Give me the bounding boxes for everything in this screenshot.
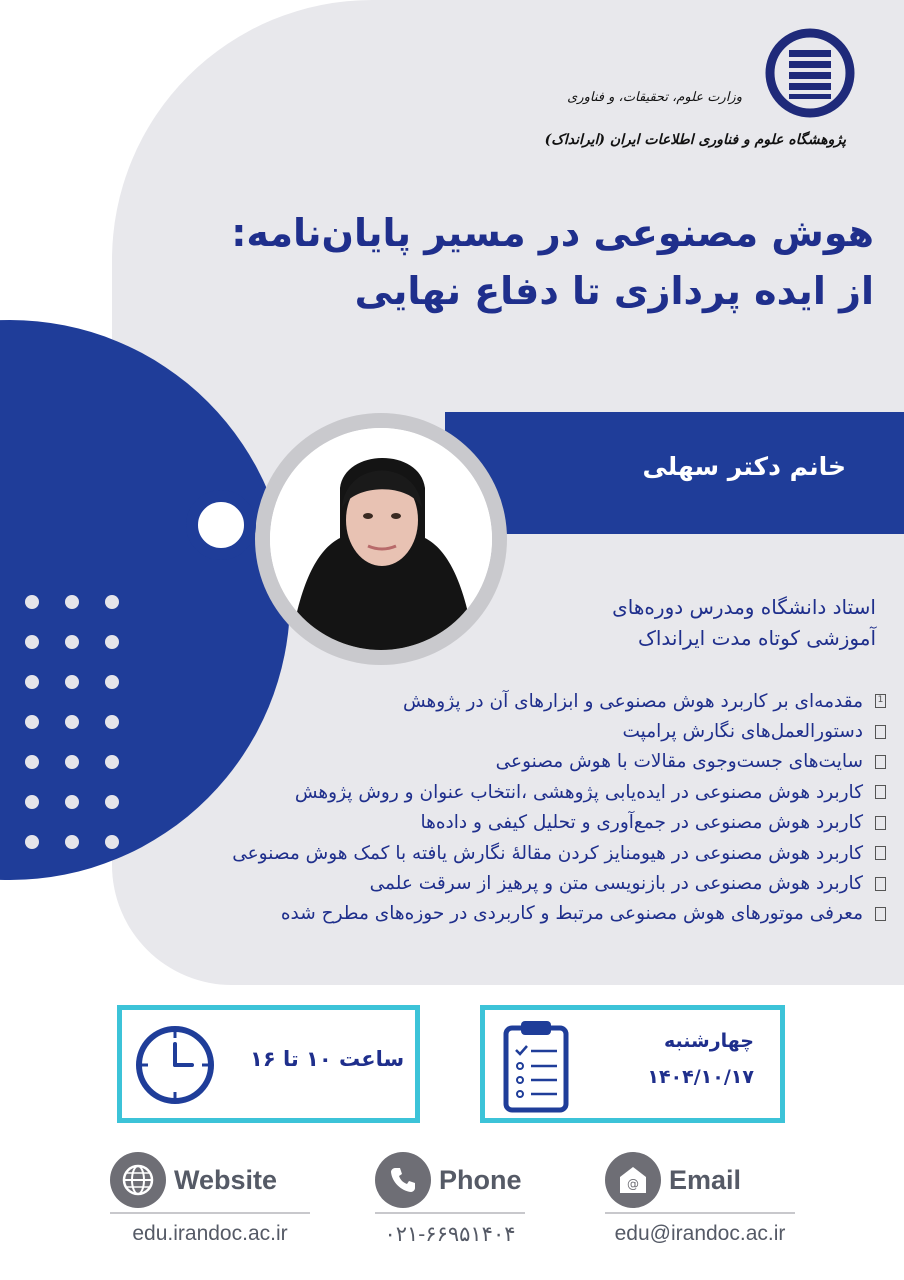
checkbox-icon xyxy=(875,877,886,891)
website-link[interactable]: edu.irandoc.ac.ir xyxy=(132,1222,288,1245)
checkbox-icon xyxy=(875,846,886,860)
divider xyxy=(110,1212,310,1214)
title-line-2: از ایده پردازی تا دفاع نهایی xyxy=(354,269,874,313)
ministry-name: وزارت علوم، تحقیقات، و فناوری xyxy=(567,90,742,105)
event-time: ساعت ۱۰ تا ۱۶ xyxy=(250,1047,405,1071)
phone-icon xyxy=(375,1152,431,1208)
divider xyxy=(375,1212,525,1214)
checkbox-icon xyxy=(875,907,886,921)
divider xyxy=(605,1212,795,1214)
clipboard-icon xyxy=(501,1018,571,1114)
phone-label: Phone xyxy=(439,1164,522,1195)
institute-name: پژوهشگاه علوم و فناوری اطلاعات ایران (ایرانداک) xyxy=(544,132,846,148)
checkbox-icon xyxy=(875,785,886,799)
contact-email xyxy=(605,1152,795,1252)
clock-icon xyxy=(134,1024,216,1106)
list-item: کاربرد هوش مصنوعی در بازنویسی متن و پرهیز از سرقت علمی xyxy=(96,868,886,898)
email-label: Email xyxy=(669,1164,742,1195)
list-item: معرفی موتورهای هوش مصنوعی مرتبط و کاربردی در حوزه‌های مطرح شده xyxy=(96,899,886,929)
irandoc-logo xyxy=(765,28,855,118)
list-item: دستورالعمل‌های نگارش پرامپت xyxy=(96,716,886,746)
decorative-ring xyxy=(186,490,256,560)
event-day: چهارشنبه xyxy=(663,1030,754,1052)
list-item: کاربرد هوش مصنوعی در جمع‌آوری و تحلیل کیفی و داده‌ها xyxy=(96,808,886,838)
globe-icon xyxy=(110,1152,166,1208)
list-item: 1 مقدمه‌ای بر کاربرد هوش مصنوعی و ابزارهای آن در پژوهش xyxy=(96,686,886,716)
date-box xyxy=(480,1005,785,1123)
page-title xyxy=(154,204,874,320)
checkbox-icon xyxy=(875,816,886,830)
checkbox-icon xyxy=(875,755,886,769)
event-date: ۱۴۰۴/۱۰/۱۷ xyxy=(647,1066,754,1088)
contact-website xyxy=(110,1152,310,1252)
svg-text:@: @ xyxy=(627,1177,639,1191)
website-label: Website xyxy=(174,1164,278,1195)
list-item: کاربرد هوش مصنوعی در ایده‌یابی پژوهشی ،انتخاب عنوان و روش پژوهش xyxy=(96,777,886,807)
checkbox-icon: 1 xyxy=(875,694,886,708)
bio-line-2: آموزشی کوتاه مدت ایرانداک xyxy=(637,626,876,650)
email-link[interactable]: edu@irandoc.ac.ir xyxy=(614,1222,786,1245)
phone-link[interactable]: ۰۲۱-۶۶۹۵۱۴۰۴ xyxy=(384,1223,516,1246)
topic-list xyxy=(96,686,886,929)
list-item: کاربرد هوش مصنوعی در هیومنایز کردن مقالهٔ نگارش یافته با کمک هوش مصنوعی xyxy=(96,838,886,868)
title-line-1: هوش مصنوعی در مسیر پایان‌نامه: xyxy=(231,211,874,255)
bio-line-1: استاد دانشگاه ومدرس دوره‌های xyxy=(612,595,876,619)
list-item: سایت‌های جست‌وجوی مقالات با هوش مصنوعی xyxy=(96,747,886,777)
checkbox-icon xyxy=(875,725,886,739)
contact-phone xyxy=(375,1152,525,1252)
speaker-bio xyxy=(456,592,876,654)
speaker-name: خانم دکتر سهلی xyxy=(642,452,846,481)
email-icon xyxy=(605,1152,661,1208)
